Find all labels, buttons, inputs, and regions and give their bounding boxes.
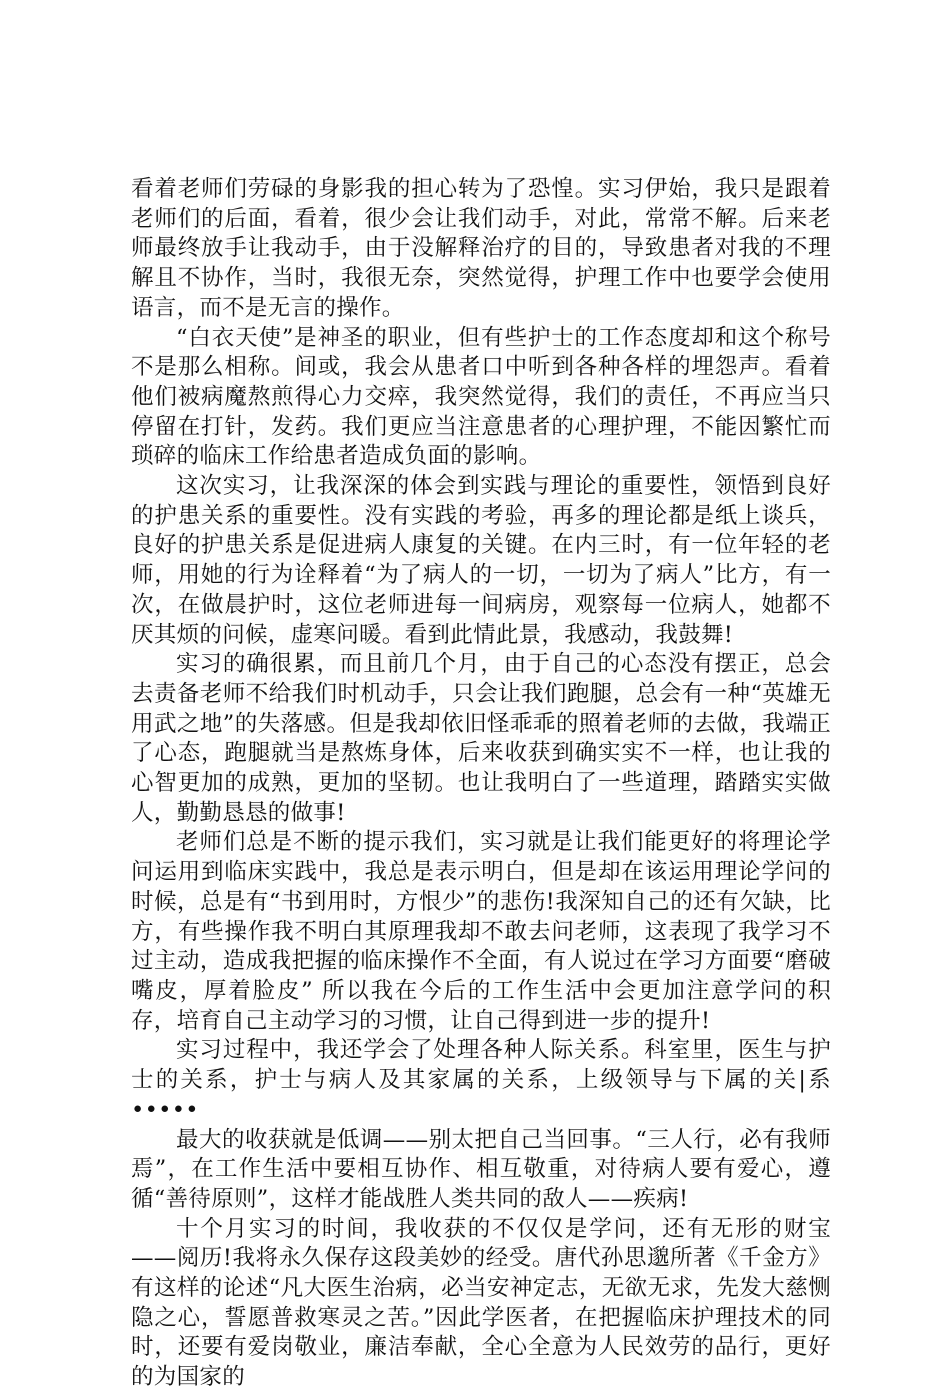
paragraph-7: 最大的收获就是低调——别太把自己当回事。“三人行，必有我师焉”，在工作生活中要相互协作、相互敬重，对待病人要有爱心，遵循“善待原则”，这样才能战胜人类共同的敌人——疾病! (131, 1126, 831, 1212)
document-body (131, 175, 831, 1393)
paragraph-4: 实习的确很累，而且前几个月，由于自己的心态没有摆正，总会去责备老师不给我们时机动手，只会让我们跑腿，总会有一种“英雄无用武之地”的失落感。但是我却依旧怪乖乖的照着老师的去做，我端正了心态，跑腿就当是熬炼身体，后来收获到确实实不一样，也让我的心智更加的成熟，更加的坚韧。也让我明白了一些道理，踏踏实实做人，勤勤恳恳的做事! (131, 651, 831, 826)
paragraph-3: 这次实习，让我深深的体会到实践与理论的重要性，领悟到良好的护患关系的重要性。没有实践的考验，再多的理论都是纸上谈兵，良好的护患关系是促进病人康复的关键。在内三时，有一位年轻的老师，用她的行为诠释着“为了病人的一切，一切为了病人”比方，有一次，在做晨护时，这位老师进每一间病房，观察每一位病人，她都不厌其烦的问候，虚寒问暖。看到此情此景，我感动，我鼓舞! (131, 473, 831, 648)
paragraph-8: 十个月实习的时间，我收获的不仅仅是学问，还有无形的财宝——阅历!我将永久保存这段美妙的经受。唐代孙思邈所著《千金方》有这样的论述“凡大医生治病，必当安神定志，无欲无求，先发大慈恻隐之心，誓愿普救寒灵之苦。”因此学医者，在把握临床护理技术的同时，还要有爱岗敬业，廉洁奉献，全心全意为人民效劳的品行，更好的为国家的 (131, 1215, 831, 1391)
paragraph-6: 实习过程中，我还学会了处理各种人际关系。科室里，医生与护士的关系，护士与病人及其家属的关系，上级领导与下属的关|系••••• (131, 1037, 831, 1123)
paragraph-1: 看着老师们劳碌的身影我的担心转为了恐惶。实习伊始，我只是跟着老师们的后面，看着，很少会让我们动手，对此，常常不解。后来老师最终放手让我动手，由于没解释治疗的目的，导致患者对我的不理解且不协作，当时，我很无奈，突然觉得，护理工作中也要学会使用语言，而不是无言的操作。 (131, 176, 831, 321)
paragraph-5: 老师们总是不断的提示我们，实习就是让我们能更好的将理论学问运用到临床实践中，我总是表示明白，但是却在该运用理论学问的时候，总是有“书到用时，方恨少”的悲伤!我深知自己的还有欠缺，比方，有些操作我不明白其原理我却不敢去问老师，这表现了我学习不过主动，造成我把握的临床操作不全面，有人说过在学习方面要“磨破嘴皮，厚着脸皮” 所以我在今后的工作生活中会更加注意学问的积存，培育自己主动学习的习惯，让自己得到进一步的提升! (131, 829, 831, 1034)
paragraph-2: “白衣天使”是神圣的职业，但有些护士的工作态度却和这个称号不是那么相称。间或，我会从患者口中听到各种各样的埋怨声。看着他们被病魔熬煎得心力交瘁，我突然觉得，我们的责任，不再应当只停留在打针，发药。我们更应当注意患者的心理护理，不能因繁忙而琐碎的临床工作给患者造成负面的影响。 (131, 324, 831, 470)
